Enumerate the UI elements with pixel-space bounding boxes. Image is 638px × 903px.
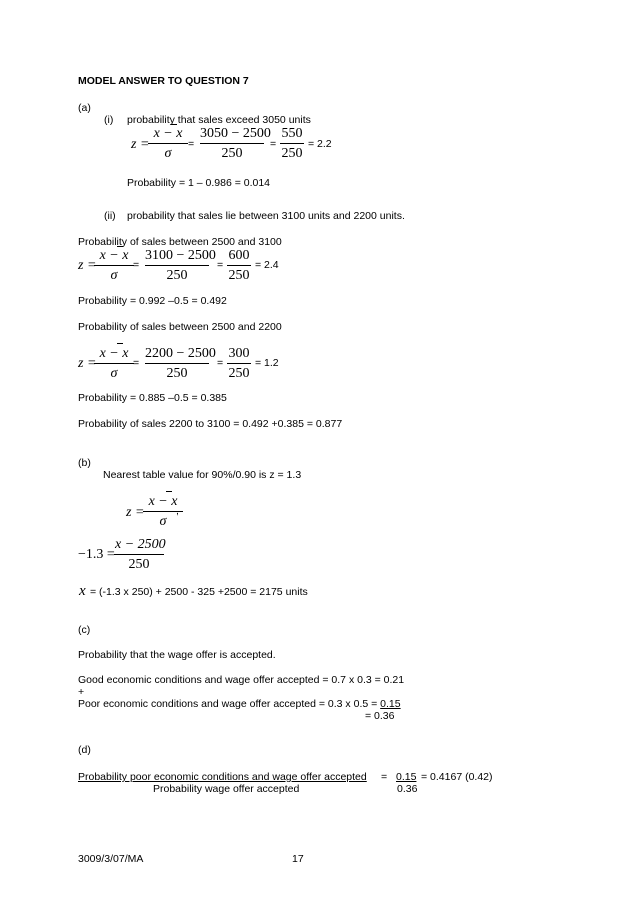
eq1-frac3-numerator: 550 [281,126,303,141]
eq2-frac1-bar [94,265,134,266]
part-a-ii-label: (ii) [104,210,116,222]
footer-page-number: 17 [292,853,304,865]
eq1-frac1-bar [148,143,188,144]
part-c-total: = 0.36 [365,710,395,722]
part-a-label: (a) [78,102,91,114]
eq1-equals-1: = [188,138,195,150]
part-c-line-2-value: 0.15 [380,698,401,710]
z-symbol: z = [78,356,97,371]
eq4-numerator: x − x [148,494,178,509]
part-a-i-label: (i) [104,114,114,126]
z-symbol: z = [126,505,145,520]
eq5-bar [114,554,164,555]
eq4-comma: , [176,505,179,517]
eq2-result: = 2.4 [255,259,279,271]
probability-1: Probability = 1 – 0.986 = 0.014 [127,177,271,189]
eq2-frac1-denominator: σ [110,268,118,283]
eq2-equals-2: = [217,259,224,271]
eq1-equals-2: = [270,138,277,150]
eq1-result: = 2.2 [308,138,332,150]
part-b-label: (b) [78,457,91,469]
eq2-frac3-numerator: 600 [228,248,250,263]
eq5-numerator: x − 2500 [115,537,166,552]
part-d-denominator-text: Probability wage offer accepted [153,783,300,795]
eq1-frac2-bar [200,143,264,144]
xbar-overline [117,246,123,247]
part-d-label: (d) [78,744,91,756]
eq2-frac2-bar [145,265,209,266]
document-heading: MODEL ANSWER TO QUESTION 7 [78,75,249,87]
eq3-result: = 1.2 [255,357,279,369]
eq3-frac3-bar [227,363,251,364]
part-a-ii-text: probability that sales lie between 3100 units and 2200 units. [127,210,405,222]
eq4-denominator: σ [159,514,167,529]
eq1-frac2-denominator: 250 [221,146,243,161]
eq3-frac1-numerator: x − x [99,346,129,361]
part-d-numerator-text: Probability poor economic conditions and wage offer accepted [78,771,367,783]
eq2-equals-1: = [133,259,140,271]
probability-3: Probability = 0.885 –0.5 = 0.385 [78,392,227,404]
eq3-frac3-numerator: 300 [228,346,250,361]
eq2-frac3-denominator: 250 [228,268,250,283]
part-c-plus: + [78,686,85,698]
x-symbol: x [79,583,86,599]
part-b-text: Nearest table value for 90%/0.90 is z = 1.3 [103,469,302,481]
eq2-frac2-denominator: 250 [166,268,188,283]
part-c-intro: Probability that the wage offer is accepted. [78,649,276,661]
z-symbol: z = [78,258,97,273]
x-calculation: = (-1.3 x 250) + 2500 - 325 +2500 = 2175 units [90,586,308,598]
z-symbol: z = [131,137,150,152]
eq1-frac3-denominator: 250 [281,146,303,161]
eq5-denominator: 250 [128,557,150,572]
eq1-frac1-numerator: x − x [153,126,183,141]
eq5-lhs: −1.3 = [78,547,115,562]
part-c-line-1: Good economic conditions and wage offer accepted = 0.7 x 0.3 = 0.21 [78,674,405,686]
part-d-fraction-numerator: 0.15 [396,771,417,783]
part-a-i-text: probability that sales exceed 3050 units [127,114,311,126]
eq3-frac2-bar [145,363,209,364]
eq2-frac2-numerator: 3100 − 2500 [145,248,216,263]
part-c-line-2 [78,698,401,710]
eq3-frac1-bar [94,363,134,364]
eq3-frac2-denominator: 250 [166,366,188,381]
footer-document-code: 3009/3/07/MA [78,853,144,865]
xbar-overline [117,343,123,344]
eq3-equals-1: = [133,357,140,369]
eq3-frac3-denominator: 250 [228,366,250,381]
part-d-fraction-denominator: 0.36 [397,783,418,795]
part-c-label: (c) [78,624,91,636]
subheading-2: Probability of sales between 2500 and 2200 [78,321,282,333]
part-d-equals: = [381,771,388,783]
eq3-equals-2: = [217,357,224,369]
eq3-frac1-denominator: σ [110,366,118,381]
subheading-1: Probability of sales between 2500 and 3100 [78,236,282,248]
xbar-overline [166,491,172,492]
eq2-frac3-bar [227,265,251,266]
eq1-frac1-denominator: σ [164,146,172,161]
probability-4: Probability of sales 2200 to 3100 = 0.492 +0.385 = 0.877 [78,418,343,430]
part-d-result: = 0.4167 (0.42) [421,771,493,783]
eq1-frac3-bar [280,143,304,144]
eq2-frac1-numerator: x − x [99,248,129,263]
probability-2: Probability = 0.992 –0.5 = 0.492 [78,295,227,307]
part-c-line-2-text: Poor economic conditions and wage offer accepted = 0.3 x 0.5 = [78,698,381,710]
xbar-overline [171,124,177,125]
eq1-frac2-numerator: 3050 − 2500 [200,126,271,141]
eq3-frac2-numerator: 2200 − 2500 [145,346,216,361]
